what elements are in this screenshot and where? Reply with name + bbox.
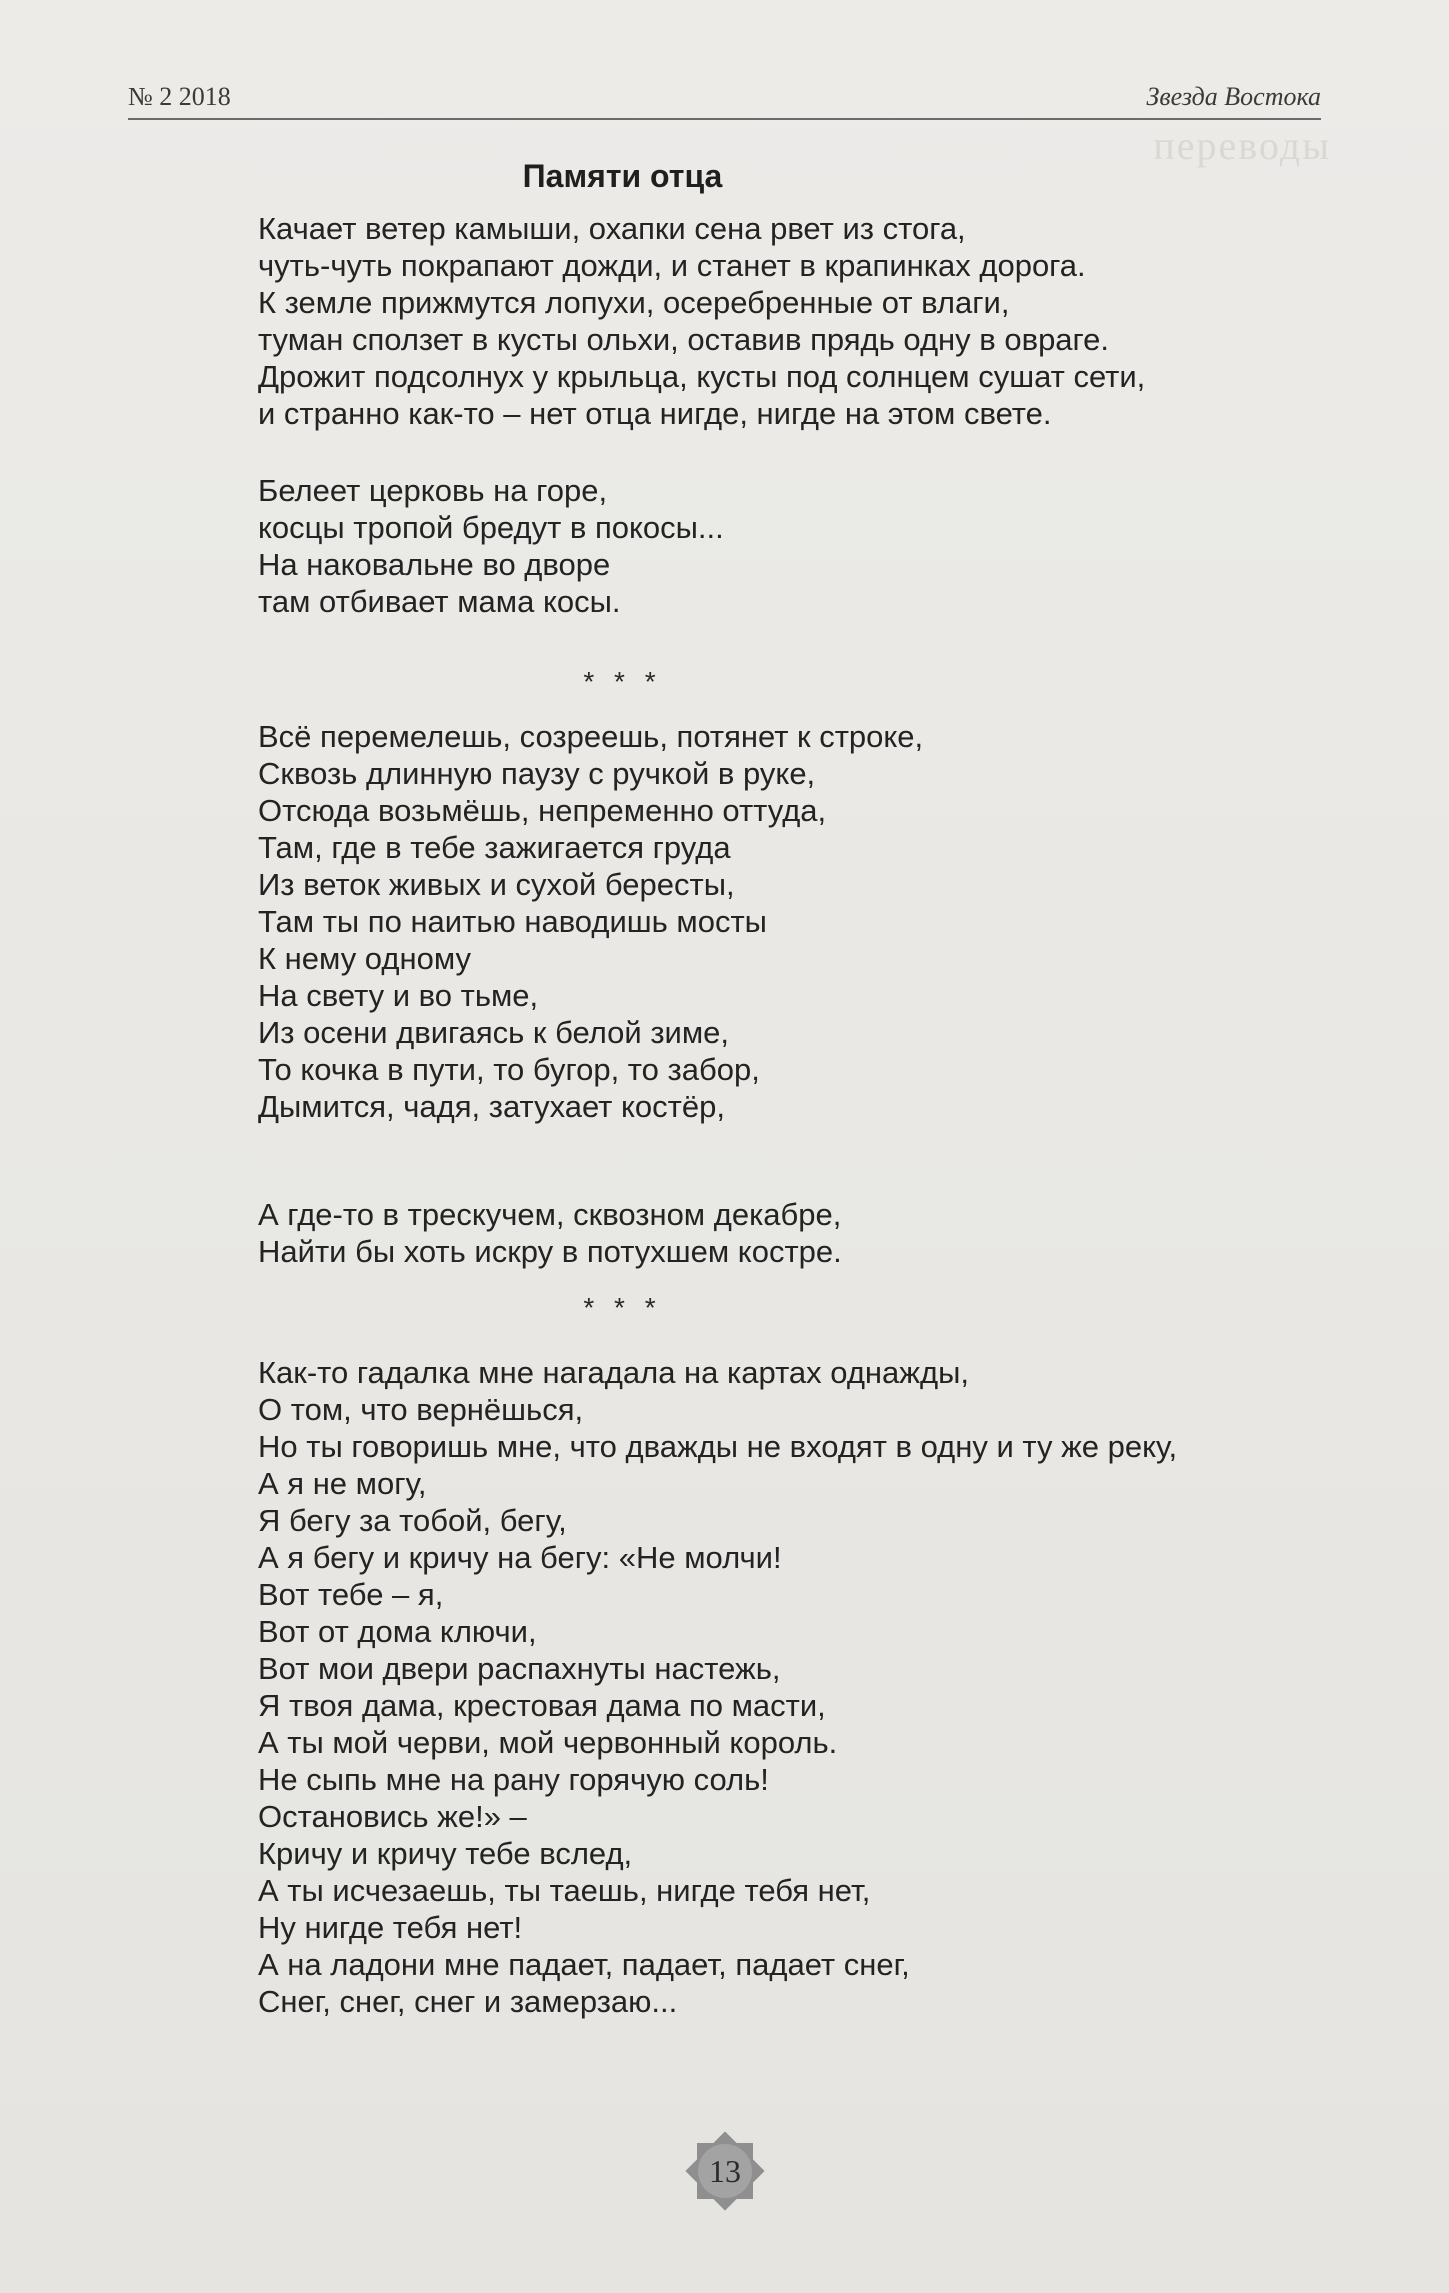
verse-line: На наковальне во дворе [258,547,611,582]
verse-line: Я твоя дама, крестовая дама по масти, [258,1688,826,1723]
verse-line: Из веток живых и сухой бересты, [258,867,735,902]
verse-line: А ты мой черви, мой червонный король. [258,1725,838,1760]
verse-line: Вот мои двери распахнуты настежь, [258,1651,781,1686]
verse-line: Как-то гадалка мне нагадала на картах однажды, [258,1355,970,1390]
verse-line: А ты исчезаешь, ты таешь, нигде тебя нет, [258,1873,871,1908]
poem-title: Памяти отца [522,158,723,194]
verse-line: Дымится, чадя, затухает костёр, [258,1089,725,1124]
poem1-stanza1 [258,210,1145,432]
poem3-text [258,1354,1177,2020]
verse-line: А на ладони мне падает, падает, падает снег, [258,1947,910,1982]
verse-line: Белеет церковь на горе, [258,473,608,508]
verse-line: А я не могу, [258,1466,427,1501]
verse-line: и странно как-то – нет отца нигде, нигде на этом свете. [258,396,1052,431]
verse-line: Найти бы хоть искру в потухшем костре. [258,1234,842,1269]
verse-line: туман сползет в кусты ольхи, оставив прядь одну в овраге. [258,322,1110,357]
verse-line: Сквозь длинную паузу с ручкой в руке, [258,756,816,791]
running-header [128,78,1321,120]
verse-line: На свету и во тьме, [258,978,539,1013]
verse-line: там отбивает мама косы. [258,584,621,619]
poem2-stanza1 [258,718,923,1125]
verse-line: Дрожит подсолнух у крыльца, кусты под солнцем сушат сети, [258,359,1146,394]
verse-line: Ну нигде тебя нет! [258,1910,523,1945]
verse-line: Остановись же!» – [258,1799,527,1834]
poem2-stanza2 [258,1196,842,1270]
verse-line: То кочка в пути, то бугор, то забор, [258,1052,760,1087]
verse-line: Кричу и кричу тебе вслед, [258,1836,633,1871]
issue-number: № 2 2018 [128,82,231,111]
journal-title: Звезда Востока [1146,82,1321,111]
verse-line: косцы тропой бредут в покосы... [258,510,724,545]
page-number-badge [680,2126,770,2216]
verse-line: Снег, снег, снег и замерзаю... [258,1984,678,2019]
verse-line: К земле прижмутся лопухи, осеребренные от влаги, [258,285,1010,320]
page-number: 13 [709,2153,741,2189]
poem1-stanza2 [258,472,724,620]
verse-line: Вот от дома ключи, [258,1614,537,1649]
verse-line: Но ты говоришь мне, что дважды не входят в одну и ту же реку, [258,1429,1178,1464]
verse-line: Из осени двигаясь к белой зиме, [258,1015,730,1050]
verse-line: Вот тебе – я, [258,1577,444,1612]
verse-line: О том, что вернёшься, [258,1392,584,1427]
verse-line: Там ты по наитью наводишь мосты [258,904,767,939]
verse-line: Качает ветер камыши, охапки сена рвет из стога, [258,211,966,246]
verse-line: Не сыпь мне на рану горячую соль! [258,1762,769,1797]
verse-line: Я бегу за тобой, бегу, [258,1503,567,1538]
bleed-through-text: переводы [1153,123,1331,168]
verse-line: А я бегу и кричу на бегу: «Не молчи! [258,1540,782,1575]
verse-line: А где-то в трескучем, сквозном декабре, [258,1197,842,1232]
verse-line: К нему одному [258,941,471,976]
verse-line: Отсюда возьмёшь, непременно оттуда, [258,793,827,828]
verse-line: Всё перемелешь, созреешь, потянет к строке, [258,719,924,754]
section-separator: * * * [583,666,662,697]
verse-line: чуть-чуть покрапают дожди, и станет в крапинках дорога. [258,248,1086,283]
verse-line: Там, где в тебе зажигается груда [258,830,731,865]
section-separator: * * * [583,1292,662,1323]
